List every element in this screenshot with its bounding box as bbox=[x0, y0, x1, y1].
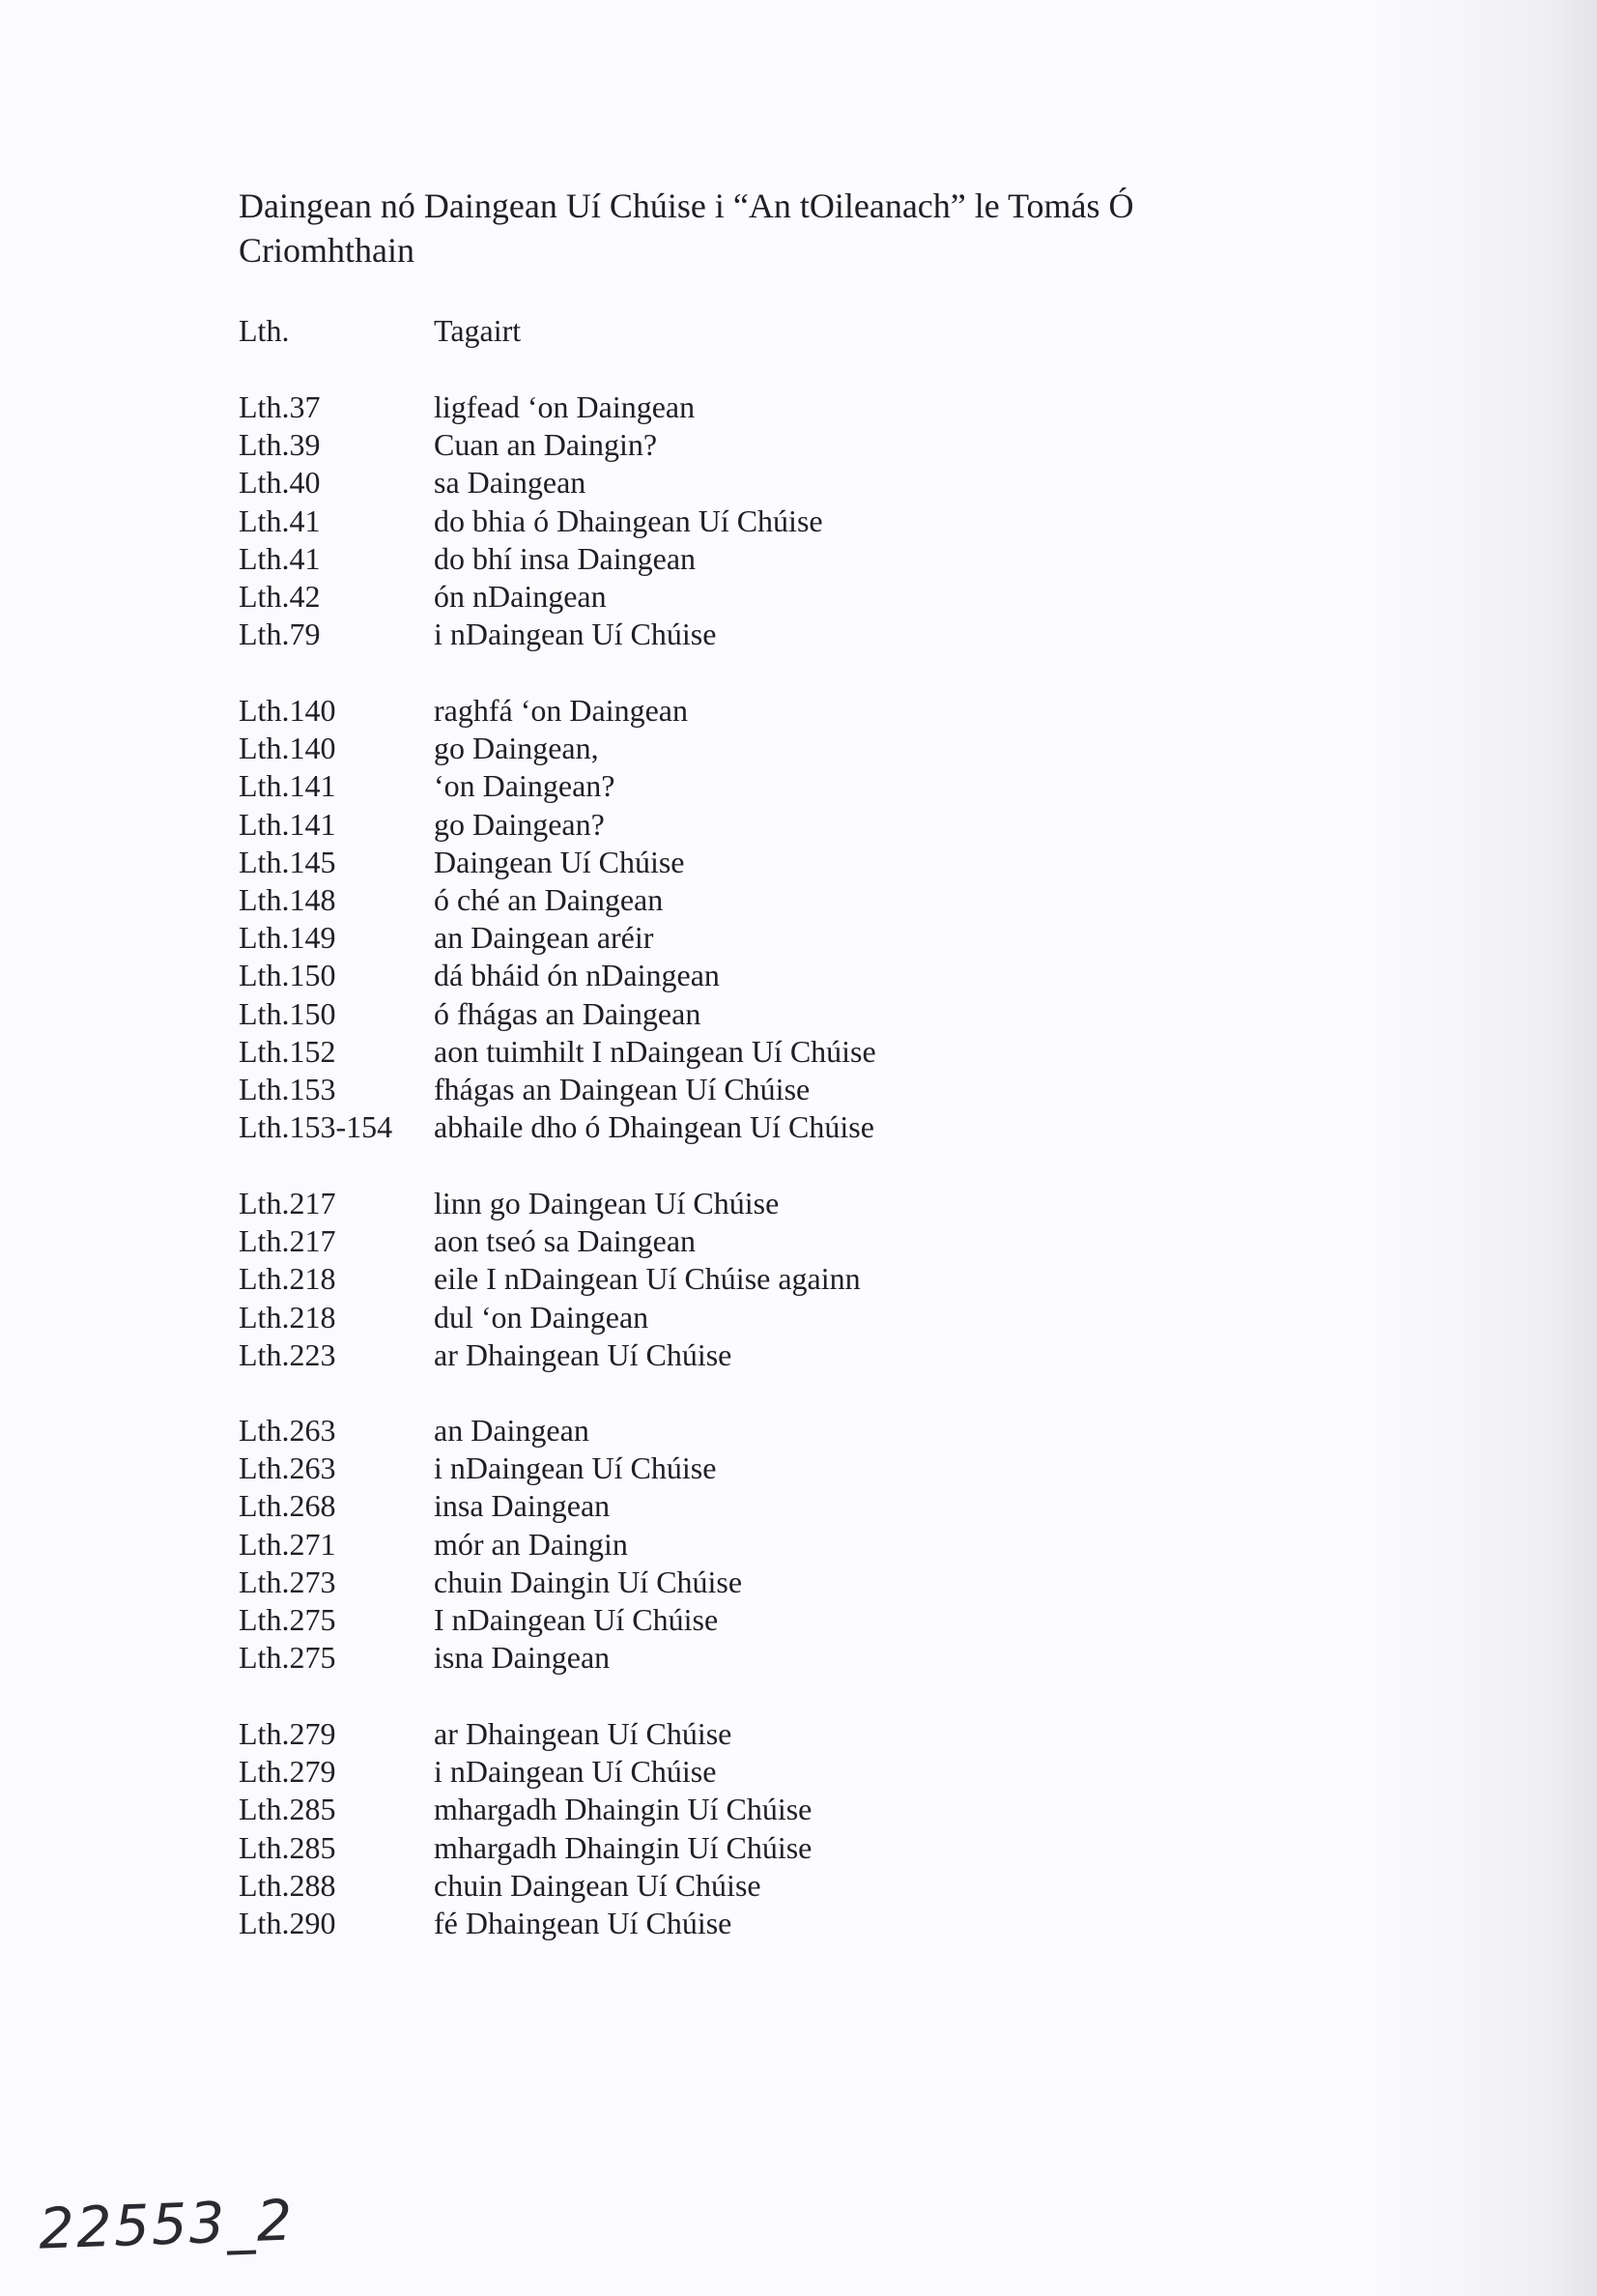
page-ref: Lth.140 bbox=[239, 693, 336, 728]
page-ref: Lth.217 bbox=[239, 1186, 336, 1220]
page-ref: Lth.153 bbox=[239, 1072, 336, 1106]
page-ref: Lth.42 bbox=[239, 579, 321, 614]
page-ref: Lth.268 bbox=[239, 1488, 336, 1523]
reference-text: dul ‘on Daingean bbox=[434, 1300, 649, 1335]
page-ref: Lth.271 bbox=[239, 1527, 336, 1562]
page-ref: Lth.141 bbox=[239, 807, 336, 842]
page-ref: Lth.217 bbox=[239, 1223, 336, 1258]
reference-text: ón nDaingean bbox=[434, 579, 607, 614]
page-ref: Lth.140 bbox=[239, 731, 336, 765]
reference-text: ó ché an Daingean bbox=[434, 882, 664, 917]
page-ref: Lth.263 bbox=[239, 1413, 336, 1448]
page-ref: Lth.279 bbox=[239, 1754, 336, 1789]
page-ref: Lth.223 bbox=[239, 1337, 336, 1372]
page-ref: Lth.40 bbox=[239, 465, 321, 500]
reference-text: I nDaingean Uí Chúise bbox=[434, 1602, 719, 1637]
reference-text: abhaile dho ó Dhaingean Uí Chúise bbox=[434, 1109, 874, 1144]
page-ref: Lth.150 bbox=[239, 996, 336, 1031]
page-ref: Lth.290 bbox=[239, 1906, 336, 1940]
reference-text: ó fhágas an Daingean bbox=[434, 996, 701, 1031]
reference-text: fhágas an Daingean Uí Chúise bbox=[434, 1072, 811, 1106]
reference-text: mór an Daingin bbox=[434, 1527, 628, 1562]
page-ref: Lth.79 bbox=[239, 617, 321, 651]
reference-text: chuin Daingin Uí Chúise bbox=[434, 1564, 743, 1599]
reference-text: do bhí insa Daingean bbox=[434, 541, 697, 576]
reference-text: ‘on Daingean? bbox=[434, 768, 615, 803]
page-ref: Lth.150 bbox=[239, 958, 336, 992]
reference-text: i nDaingean Uí Chúise bbox=[434, 1450, 717, 1485]
page-ref: Lth.279 bbox=[239, 1716, 336, 1751]
reference-text: ar Dhaingean Uí Chúise bbox=[434, 1716, 732, 1751]
page-ref: Lth.285 bbox=[239, 1830, 336, 1865]
reference-text: sa Daingean bbox=[434, 465, 586, 500]
reference-text: an Daingean aréir bbox=[434, 920, 654, 955]
page-ref: Lth.41 bbox=[239, 503, 321, 538]
page-ref: Lth.275 bbox=[239, 1602, 336, 1637]
reference-text: linn go Daingean Uí Chúise bbox=[434, 1186, 780, 1220]
reference-text: eile I nDaingean Uí Chúise againn bbox=[434, 1261, 861, 1296]
page-ref: Lth.152 bbox=[239, 1034, 336, 1069]
page-ref: Lth.153-154 bbox=[239, 1109, 393, 1144]
page-ref: Lth.149 bbox=[239, 920, 336, 955]
reference-text: go Daingean? bbox=[434, 807, 605, 842]
page-ref: Lth.288 bbox=[239, 1868, 336, 1903]
reference-text: do bhia ó Dhaingean Uí Chúise bbox=[434, 503, 823, 538]
reference-text: Daingean Uí Chúise bbox=[434, 845, 685, 879]
reference-text: an Daingean bbox=[434, 1413, 589, 1448]
reference-text: isna Daingean bbox=[434, 1640, 611, 1675]
reference-text: mhargadh Dhaingin Uí Chúise bbox=[434, 1792, 813, 1826]
reference-text: Cuan an Daingin? bbox=[434, 427, 658, 462]
handwritten-file-number: 22553_2 bbox=[37, 2187, 296, 2262]
reference-text: i nDaingean Uí Chúise bbox=[434, 617, 717, 651]
page-ref: Lth.145 bbox=[239, 845, 336, 879]
page-ref: Lth.41 bbox=[239, 541, 321, 576]
reference-text: mhargadh Dhaingin Uí Chúise bbox=[434, 1830, 813, 1865]
page-ref: Lth.273 bbox=[239, 1564, 336, 1599]
reference-text: chuin Daingean Uí Chúise bbox=[434, 1868, 761, 1903]
reference-text: aon tseó sa Daingean bbox=[434, 1223, 697, 1258]
page-ref: Lth.285 bbox=[239, 1792, 336, 1826]
page-ref: Lth.39 bbox=[239, 427, 321, 462]
reference-text: ar Dhaingean Uí Chúise bbox=[434, 1337, 732, 1372]
page-ref: Lth.218 bbox=[239, 1300, 336, 1335]
reference-text: raghfá ‘on Daingean bbox=[434, 693, 688, 728]
page-ref: Lth.141 bbox=[239, 768, 336, 803]
page-ref: Lth.275 bbox=[239, 1640, 336, 1675]
reference-text: aon tuimhilt I nDaingean Uí Chúise bbox=[434, 1034, 876, 1069]
page-ref: Lth.37 bbox=[239, 389, 321, 424]
reference-text: ligfead ‘on Daingean bbox=[434, 389, 696, 424]
reference-text: i nDaingean Uí Chúise bbox=[434, 1754, 717, 1789]
page-ref: Lth.148 bbox=[239, 882, 336, 917]
document-title: Daingean nó Daingean Uí Chúise i “An tOileanach” le Tomás Ó Criomhthain bbox=[239, 187, 1134, 270]
reference-text: insa Daingean bbox=[434, 1488, 611, 1523]
column-header-page: Lth. bbox=[239, 313, 290, 348]
column-header-reference: Tagairt bbox=[434, 313, 522, 348]
reference-text: go Daingean, bbox=[434, 731, 599, 765]
page-ref: Lth.218 bbox=[239, 1261, 336, 1296]
reference-text: dá bháid ón nDaingean bbox=[434, 958, 720, 992]
page-ref: Lth.263 bbox=[239, 1450, 336, 1485]
reference-text: fé Dhaingean Uí Chúise bbox=[434, 1906, 732, 1940]
